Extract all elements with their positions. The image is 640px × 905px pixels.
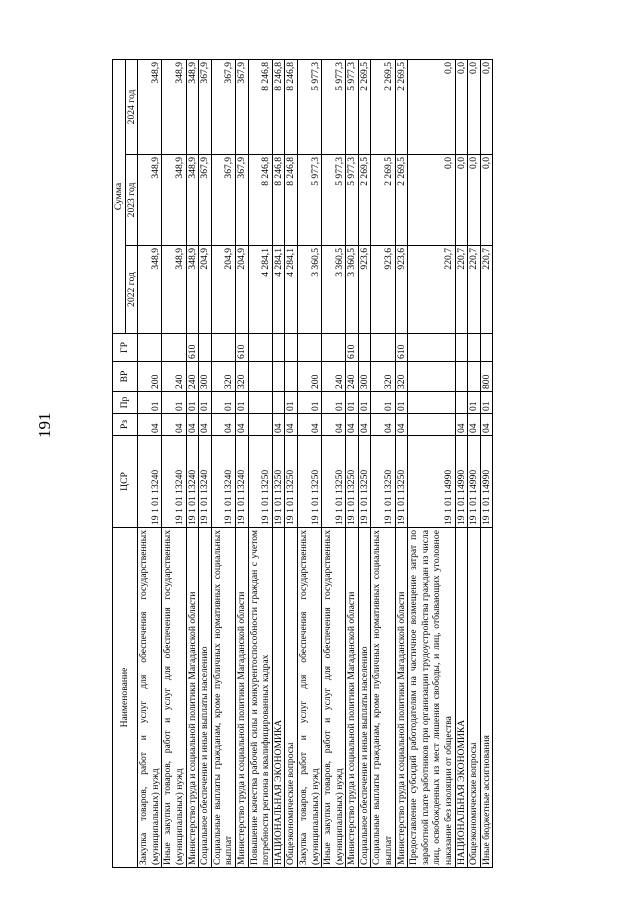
sum-2023-cell: 2 269,5	[395, 155, 408, 246]
pr-cell: 01	[395, 392, 408, 414]
pr-cell: 01	[480, 392, 493, 414]
gr-cell: 610	[346, 334, 359, 362]
sum-2023-cell: 0,0	[455, 155, 468, 246]
pr-cell	[248, 392, 272, 414]
csr-cell: 19 1 01 13250	[322, 436, 346, 528]
table-row	[322, 59, 346, 867]
gr-cell	[285, 334, 298, 362]
vr-cell: 320	[395, 362, 408, 392]
csr-cell: 19 1 01 14990	[468, 436, 481, 528]
sum-2024-cell: 0,0	[480, 59, 493, 154]
sum-2022-cell: 220,7	[408, 246, 455, 334]
sum-2022-cell: 220,7	[480, 246, 493, 334]
header-row	[113, 59, 126, 867]
rz-cell: 04	[138, 414, 162, 436]
name-cell: Иные закупки товаров, работ и услуг для обеспечения государственных (муниципальных) нужд	[322, 528, 346, 868]
table-row	[248, 59, 272, 867]
sum-2022-cell: 220,7	[468, 246, 481, 334]
sum-2024-cell: 2 269,5	[358, 59, 371, 154]
pr-cell: 01	[138, 392, 162, 414]
name-cell: Социальное обеспечение и иные выплаты населению	[199, 528, 212, 868]
gr-cell	[297, 334, 321, 362]
budget-table	[112, 59, 493, 868]
sum-2022-cell: 3 360,5	[297, 246, 321, 334]
table-row	[199, 59, 212, 867]
gr-cell	[199, 334, 212, 362]
name-cell: Предоставление субсидий работодателям на частичное возмещение затрат по заработной плате работников при организации трудоустройства граждан из числа лиц, освобожденных из мест лишения свободы, и лиц, отбывающих уголовное наказание без изоляции от общества	[408, 528, 455, 868]
rz-cell: 04	[235, 414, 248, 436]
csr-cell: 19 1 01 13250	[371, 436, 395, 528]
sum-2023-cell: 348,9	[186, 155, 199, 246]
pr-cell: 01	[346, 392, 359, 414]
vr-cell: 200	[138, 362, 162, 392]
sum-2024-cell: 367,9	[235, 59, 248, 154]
sum-2022-cell: 4 284,1	[285, 246, 298, 334]
vr-cell: 240	[346, 362, 359, 392]
pr-cell	[272, 392, 285, 414]
table-row	[468, 59, 481, 867]
gr-cell	[408, 334, 455, 362]
header-2024: 2024 год	[125, 59, 138, 154]
sum-2023-cell: 0,0	[468, 155, 481, 246]
vr-cell	[468, 362, 481, 392]
name-cell: Министерство труда и социальной политики Магаданской области	[235, 528, 248, 868]
rz-cell: 04	[186, 414, 199, 436]
gr-cell	[358, 334, 371, 362]
sum-2024-cell: 8 246,8	[285, 59, 298, 154]
sum-2023-cell: 367,9	[235, 155, 248, 246]
vr-cell	[408, 362, 455, 392]
rz-cell: 04	[162, 414, 186, 436]
rz-cell: 04	[272, 414, 285, 436]
sum-2024-cell: 2 269,5	[371, 59, 395, 154]
vr-cell	[455, 362, 468, 392]
name-cell: Министерство труда и социальной политики Магаданской области	[395, 528, 408, 868]
csr-cell: 19 1 01 13250	[346, 436, 359, 528]
sum-2023-cell: 0,0	[408, 155, 455, 246]
pr-cell: 01	[468, 392, 481, 414]
pr-cell: 01	[371, 392, 395, 414]
gr-cell	[371, 334, 395, 362]
sum-2022-cell: 220,7	[455, 246, 468, 334]
header-csr: ЦСР	[113, 436, 138, 528]
name-cell: НАЦИОНАЛЬНАЯ ЭКОНОМИКА	[272, 528, 285, 868]
name-cell: Социальное обеспечение и иные выплаты населению	[358, 528, 371, 868]
sum-2024-cell: 367,9	[199, 59, 212, 154]
table-row	[272, 59, 285, 867]
rz-cell: 04	[480, 414, 493, 436]
sum-2022-cell: 4 284,1	[272, 246, 285, 334]
vr-cell: 240	[162, 362, 186, 392]
sum-2023-cell: 367,9	[211, 155, 235, 246]
sum-2024-cell: 0,0	[408, 59, 455, 154]
rz-cell	[248, 414, 272, 436]
gr-cell: 610	[186, 334, 199, 362]
gr-cell: 610	[395, 334, 408, 362]
rz-cell: 04	[358, 414, 371, 436]
pr-cell: 01	[186, 392, 199, 414]
name-cell: Закупка товаров, работ и услуг для обеспечения государственных (муниципальных) нужд	[297, 528, 321, 868]
table-row	[395, 59, 408, 867]
rz-cell: 04	[285, 414, 298, 436]
sum-2024-cell: 8 246,8	[272, 59, 285, 154]
sum-2022-cell: 204,9	[199, 246, 212, 334]
pr-cell: 01	[358, 392, 371, 414]
sum-2022-cell: 923,6	[395, 246, 408, 334]
pr-cell: 01	[162, 392, 186, 414]
table-row	[480, 59, 493, 867]
sum-2023-cell: 2 269,5	[358, 155, 371, 246]
table-row	[297, 59, 321, 867]
sum-2024-cell: 8 246,8	[248, 59, 272, 154]
table-row	[138, 59, 162, 867]
vr-cell: 800	[480, 362, 493, 392]
rz-cell: 04	[322, 414, 346, 436]
rz-cell: 04	[346, 414, 359, 436]
table-body	[138, 59, 493, 867]
pr-cell	[408, 392, 455, 414]
table-row	[235, 59, 248, 867]
csr-cell: 19 1 01 14990	[408, 436, 455, 528]
gr-cell	[211, 334, 235, 362]
pr-cell: 01	[285, 392, 298, 414]
csr-cell: 19 1 01 13250	[358, 436, 371, 528]
csr-cell: 19 1 01 13240	[186, 436, 199, 528]
name-cell: Иные бюджетные ассигнования	[480, 528, 493, 868]
csr-cell: 19 1 01 13250	[272, 436, 285, 528]
sum-2022-cell: 204,9	[211, 246, 235, 334]
sum-2023-cell: 5 977,3	[322, 155, 346, 246]
sum-2022-cell: 4 284,1	[248, 246, 272, 334]
sum-2024-cell: 5 977,3	[322, 59, 346, 154]
sum-2023-cell: 5 977,3	[297, 155, 321, 246]
name-cell: НАЦИОНАЛЬНАЯ ЭКОНОМИКА	[455, 528, 468, 868]
header-gr: ГР	[113, 334, 138, 362]
header-2023: 2023 год	[125, 155, 138, 246]
name-cell: Общеэкономические вопросы	[285, 528, 298, 868]
rz-cell	[408, 414, 455, 436]
sum-2022-cell: 204,9	[235, 246, 248, 334]
name-cell: Повышение качества рабочей силы и конкурентоспособности граждан с учетом потребности региона в квалифицированных кадрах	[248, 528, 272, 868]
sum-2023-cell: 8 246,8	[272, 155, 285, 246]
sum-2024-cell: 0,0	[468, 59, 481, 154]
vr-cell	[272, 362, 285, 392]
vr-cell: 300	[358, 362, 371, 392]
csr-cell: 19 1 01 13240	[235, 436, 248, 528]
name-cell: Министерство труда и социальной политики Магаданской области	[186, 528, 199, 868]
table-row	[358, 59, 371, 867]
name-cell: Общеэкономические вопросы	[468, 528, 481, 868]
table-row	[162, 59, 186, 867]
gr-cell	[138, 334, 162, 362]
sum-2022-cell: 348,9	[162, 246, 186, 334]
csr-cell: 19 1 01 13240	[199, 436, 212, 528]
sum-2022-cell: 3 360,5	[322, 246, 346, 334]
csr-cell: 19 1 01 13240	[138, 436, 162, 528]
gr-cell	[455, 334, 468, 362]
sum-2023-cell: 367,9	[199, 155, 212, 246]
sum-2023-cell: 2 269,5	[371, 155, 395, 246]
sum-2023-cell: 5 977,3	[346, 155, 359, 246]
table-row	[211, 59, 235, 867]
sum-2022-cell: 348,9	[138, 246, 162, 334]
vr-cell	[285, 362, 298, 392]
vr-cell: 320	[371, 362, 395, 392]
vr-cell: 300	[199, 362, 212, 392]
vr-cell	[248, 362, 272, 392]
sum-2024-cell: 348,9	[162, 59, 186, 154]
pr-cell	[455, 392, 468, 414]
name-cell: Министерство труда и социальной политики Магаданской области	[346, 528, 359, 868]
header-name: Наименование	[113, 528, 138, 868]
sum-2024-cell: 367,9	[211, 59, 235, 154]
header-vr: ВР	[113, 362, 138, 392]
rz-cell: 04	[468, 414, 481, 436]
vr-cell: 320	[235, 362, 248, 392]
sum-2022-cell: 923,6	[371, 246, 395, 334]
csr-cell: 19 1 01 13240	[162, 436, 186, 528]
rz-cell: 04	[211, 414, 235, 436]
pr-cell: 01	[199, 392, 212, 414]
name-cell: Закупка товаров, работ и услуг для обеспечения государственных (муниципальных) нужд	[138, 528, 162, 868]
sum-2023-cell: 8 246,8	[248, 155, 272, 246]
gr-cell: 610	[235, 334, 248, 362]
csr-cell: 19 1 01 13250	[395, 436, 408, 528]
gr-cell	[322, 334, 346, 362]
gr-cell	[162, 334, 186, 362]
csr-cell: 19 1 01 13250	[285, 436, 298, 528]
table-row	[408, 59, 455, 867]
header-2022: 2022 год	[125, 246, 138, 334]
table-row	[371, 59, 395, 867]
csr-cell: 19 1 01 13240	[211, 436, 235, 528]
pr-cell: 01	[322, 392, 346, 414]
name-cell: Иные закупки товаров, работ и услуг для обеспечения государственных (муниципальных) нужд	[162, 528, 186, 868]
table-row	[455, 59, 468, 867]
vr-cell: 240	[186, 362, 199, 392]
name-cell: Социальные выплаты гражданам, кроме публичных нормативных социальных выплат	[371, 528, 395, 868]
rz-cell: 04	[199, 414, 212, 436]
sum-2023-cell: 348,9	[138, 155, 162, 246]
pr-cell: 01	[235, 392, 248, 414]
rz-cell: 04	[455, 414, 468, 436]
rz-cell: 04	[371, 414, 395, 436]
table-row	[346, 59, 359, 867]
name-cell: Социальные выплаты гражданам, кроме публичных нормативных социальных выплат	[211, 528, 235, 868]
csr-cell: 19 1 01 13250	[297, 436, 321, 528]
rotated-table-container	[112, 60, 528, 868]
vr-cell: 320	[211, 362, 235, 392]
rz-cell: 04	[395, 414, 408, 436]
header-sum: Сумма	[113, 59, 126, 333]
sum-2022-cell: 348,9	[186, 246, 199, 334]
sum-2023-cell: 8 246,8	[285, 155, 298, 246]
header-rz: Рз	[113, 414, 138, 436]
header-pr: Пр	[113, 392, 138, 414]
vr-cell: 240	[322, 362, 346, 392]
sum-2023-cell: 0,0	[480, 155, 493, 246]
sum-2023-cell: 348,9	[162, 155, 186, 246]
sum-2024-cell: 0,0	[455, 59, 468, 154]
vr-cell: 200	[297, 362, 321, 392]
sum-2024-cell: 2 269,5	[395, 59, 408, 154]
rz-cell: 04	[297, 414, 321, 436]
table-row	[285, 59, 298, 867]
csr-cell: 19 1 01 14990	[455, 436, 468, 528]
pr-cell: 01	[297, 392, 321, 414]
page-number: 191	[35, 412, 54, 438]
pr-cell: 01	[211, 392, 235, 414]
csr-cell: 19 1 01 13250	[248, 436, 272, 528]
table-row	[186, 59, 199, 867]
sum-2024-cell: 5 977,3	[297, 59, 321, 154]
sum-2022-cell: 923,6	[358, 246, 371, 334]
gr-cell	[468, 334, 481, 362]
gr-cell	[480, 334, 493, 362]
gr-cell	[248, 334, 272, 362]
gr-cell	[272, 334, 285, 362]
sum-2024-cell: 5 977,3	[346, 59, 359, 154]
sum-2024-cell: 348,9	[186, 59, 199, 154]
csr-cell: 19 1 01 14990	[480, 436, 493, 528]
sum-2022-cell: 3 360,5	[346, 246, 359, 334]
sum-2024-cell: 348,9	[138, 59, 162, 154]
